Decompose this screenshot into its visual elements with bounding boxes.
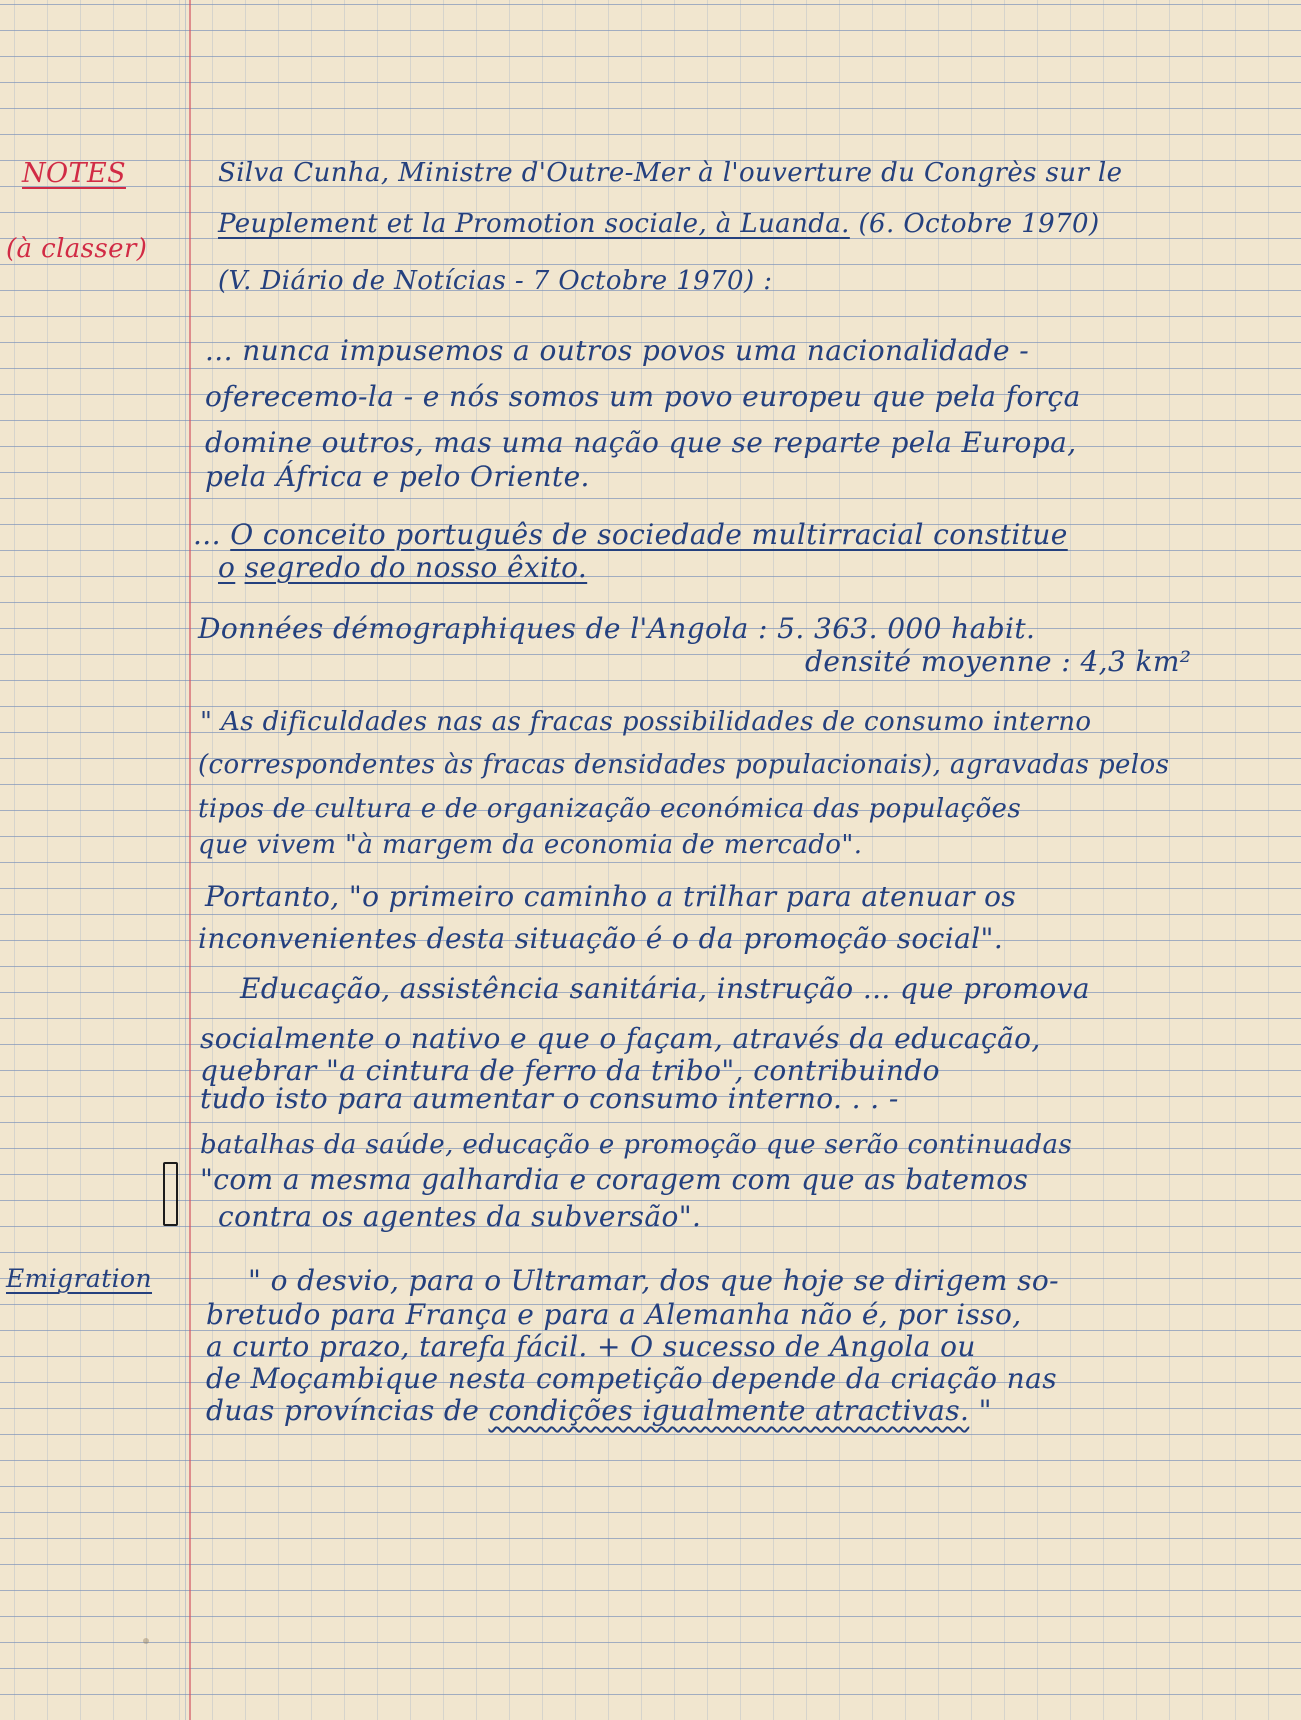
para1-line-3: tipos de cultura e de organização económica das populações — [198, 794, 1022, 824]
para2-line-1: Portanto, "o primeiro caminho a trilhar para atenuar os — [205, 880, 1017, 913]
header-date: (6. Octobre 1970) — [858, 209, 1100, 239]
quote2-underlined-1: O conceito português de sociedade multirracial constitue — [230, 518, 1068, 551]
para3-line-1: Educação, assistência sanitária, instrução ... que promova — [240, 972, 1090, 1005]
para4-line-1: " o desvio, para o Ultramar, dos que hoje se dirigem so- — [248, 1264, 1060, 1297]
para1-line-2: (correspondentes às fracas densidades populacionais), agravadas pelos — [198, 750, 1170, 780]
header-line-2 — [218, 209, 1100, 239]
quote2-line-2 — [218, 551, 587, 584]
emigration-label: Emigration — [6, 1264, 153, 1293]
para4-line-3: a curto prazo, tarefa fácil. + O sucesso de Angola ou — [206, 1330, 976, 1363]
quote1-line-1: ... nunca impusemos a outros povos uma nacionalidade - — [205, 334, 1030, 367]
para4-last-suffix: " — [978, 1394, 992, 1427]
para4-line-2: bretudo para França e para a Alemanha não é, por isso, — [206, 1298, 1022, 1331]
para3-line-6: "com a mesma galhardia e coragem com que as batemos — [200, 1163, 1029, 1196]
para4-wavy-underlined: condições igualmente atractivas. — [488, 1394, 970, 1427]
margin-bracket-mark — [163, 1162, 178, 1226]
para3-line-5: batalhas da saúde, educação e promoção que serão continuadas — [200, 1130, 1073, 1160]
notes-label: NOTES — [22, 158, 126, 189]
paper-speck — [143, 1638, 149, 1644]
class-label: (à classer) — [6, 234, 148, 264]
quote2-prefix: o — [218, 551, 236, 584]
header-line-2-underlined: Peuplement et la Promotion sociale, à Luanda. — [218, 209, 850, 239]
demographics-line-1: Données démographiques de l'Angola : 5. 363. 000 habit. — [198, 612, 1036, 645]
para2-line-2: inconvenientes desta situação é o da promoção social". — [198, 922, 1004, 955]
para4-line-4: de Moçambique nesta competição depende da criação nas — [206, 1362, 1057, 1395]
para1-line-1: " As dificuldades nas as fracas possibilidades de consumo interno — [200, 707, 1092, 737]
para4-line-5 — [206, 1394, 992, 1427]
margin-rule — [189, 0, 191, 1720]
quote2-lead: ... — [193, 518, 221, 551]
para3-line-3: quebrar "a cintura de ferro da tribo", contribuindo — [200, 1054, 940, 1087]
para3-line-4: tudo isto para aumentar o consumo interno. . . - — [200, 1082, 899, 1115]
demographics-line-2: densité moyenne : 4,3 km² — [805, 645, 1192, 678]
para3-line-2: socialmente o nativo e que o façam, através da educação, — [200, 1022, 1041, 1055]
margin-rule-blue — [185, 0, 186, 1720]
quote2-underlined-2: segredo do nosso êxito. — [244, 551, 588, 584]
para3-line-7: contra os agentes da subversão". — [218, 1200, 702, 1233]
quote1-line-4: pela África e pelo Oriente. — [205, 460, 590, 493]
quote2-line-1 — [193, 518, 1068, 551]
header-source: (V. Diário de Notícias - 7 Octobre 1970) : — [218, 266, 773, 296]
quote1-line-3: domine outros, mas uma nação que se reparte pela Europa, — [205, 426, 1077, 459]
header-line-1: Silva Cunha, Ministre d'Outre-Mer à l'ouverture du Congrès sur le — [218, 158, 1123, 188]
quote1-line-2: oferecemo-la - e nós somos um povo europeu que pela força — [205, 380, 1081, 413]
para1-line-4: que vivem "à margem da economia de mercado". — [198, 830, 863, 860]
para4-last-prefix: duas províncias de — [206, 1394, 480, 1427]
